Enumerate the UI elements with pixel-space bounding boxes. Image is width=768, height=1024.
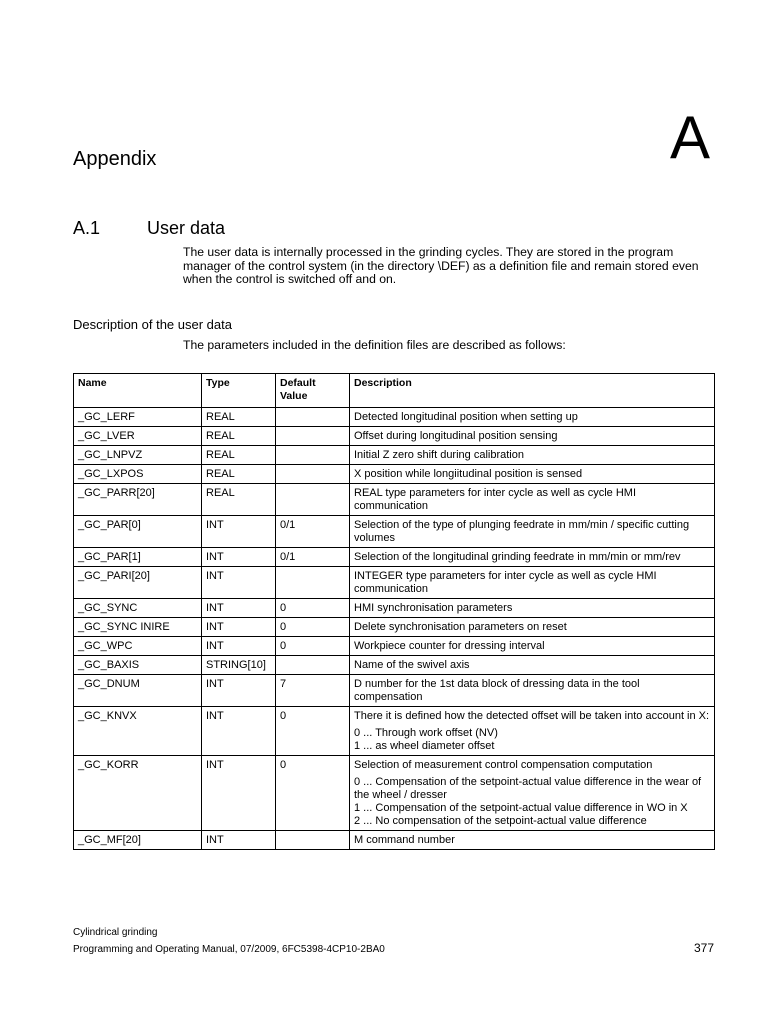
description-line: Selection of the longitudinal grinding feedrate in mm/min or mm/rev — [354, 551, 681, 563]
cell-default: 0 — [276, 637, 350, 656]
cell-default: 0/1 — [276, 516, 350, 548]
cell-description — [350, 548, 715, 567]
cell-type: INT — [202, 675, 276, 707]
table-row — [74, 831, 715, 850]
cell-type: INT — [202, 599, 276, 618]
cell-type: INT — [202, 548, 276, 567]
description-line: 1 ... as wheel diameter offset — [354, 740, 495, 752]
cell-name: _GC_DNUM — [74, 675, 202, 707]
table-row — [74, 408, 715, 427]
description-line: Selection of the type of plunging feedrate in mm/min / specific cutting volumes — [354, 519, 690, 544]
cell-type: REAL — [202, 427, 276, 446]
cell-type: INT — [202, 707, 276, 756]
table-row — [74, 756, 715, 831]
chapter-title: Appendix — [73, 148, 157, 170]
cell-type: REAL — [202, 465, 276, 484]
cell-description — [350, 516, 715, 548]
cell-default — [276, 465, 350, 484]
page-number: 377 — [693, 941, 714, 955]
table-row — [74, 548, 715, 567]
table-row — [74, 707, 715, 756]
cell-name: _GC_SYNC — [74, 599, 202, 618]
cell-description — [350, 446, 715, 465]
cell-name: _GC_LNPVZ — [74, 446, 202, 465]
table-row — [74, 599, 715, 618]
description-line: Offset during longitudinal position sensing — [354, 430, 558, 442]
description-line: There it is defined how the detected offset will be taken into account in X: — [354, 710, 710, 722]
cell-name: _GC_WPC — [74, 637, 202, 656]
chapter-letter: A — [669, 104, 710, 171]
cell-default — [276, 656, 350, 675]
cell-default: 0 — [276, 618, 350, 637]
section-title: User data — [147, 218, 226, 238]
cell-default — [276, 408, 350, 427]
user-data-table — [73, 373, 715, 850]
cell-default — [276, 427, 350, 446]
description-line: REAL type parameters for inter cycle as well as cycle HMI communication — [354, 487, 637, 512]
cell-type: REAL — [202, 446, 276, 465]
cell-name: _GC_LVER — [74, 427, 202, 446]
cell-name: _GC_LXPOS — [74, 465, 202, 484]
cell-default — [276, 446, 350, 465]
cell-name: _GC_KORR — [74, 756, 202, 831]
cell-default: 0 — [276, 599, 350, 618]
header-default-line1: Default — [280, 377, 316, 389]
cell-name: _GC_BAXIS — [74, 656, 202, 675]
cell-default — [276, 831, 350, 850]
cell-type: INT — [202, 567, 276, 599]
section-number: A.1 — [73, 218, 101, 238]
cell-type: REAL — [202, 484, 276, 516]
cell-type: INT — [202, 637, 276, 656]
description-line: 0 ... Through work offset (NV) — [354, 727, 498, 739]
cell-description — [350, 756, 715, 831]
description-line: Detected longitudinal position when setting up — [354, 411, 578, 423]
cell-type: INT — [202, 831, 276, 850]
header-description: Description — [350, 374, 715, 408]
cell-type: INT — [202, 618, 276, 637]
cell-description — [350, 656, 715, 675]
cell-description — [350, 675, 715, 707]
table-row — [74, 465, 715, 484]
table-row — [74, 516, 715, 548]
table-row — [74, 427, 715, 446]
table-row — [74, 637, 715, 656]
cell-name: _GC_PARR[20] — [74, 484, 202, 516]
description-line: 0 ... Compensation of the setpoint-actual value difference in the wear of the wheel / dresser — [354, 776, 702, 801]
description-line: Name of the swivel axis — [354, 659, 470, 671]
header-name: Name — [74, 374, 202, 408]
cell-name: _GC_SYNC INIRE — [74, 618, 202, 637]
description-line: INTEGER type parameters for inter cycle as well as cycle HMI communication — [354, 570, 657, 595]
table-row — [74, 656, 715, 675]
footer-manual-info: Programming and Operating Manual, 07/2009, 6FC5398-4CP10-2BA0 — [73, 944, 385, 955]
description-line: Workpiece counter for dressing interval — [354, 640, 545, 652]
cell-description — [350, 408, 715, 427]
table-header-row — [74, 374, 715, 408]
cell-description — [350, 427, 715, 446]
cell-type: INT — [202, 756, 276, 831]
cell-default: 0 — [276, 756, 350, 831]
table-row — [74, 446, 715, 465]
cell-description — [350, 831, 715, 850]
cell-name: _GC_PAR[1] — [74, 548, 202, 567]
cell-type: REAL — [202, 408, 276, 427]
cell-default: 7 — [276, 675, 350, 707]
table-row — [74, 484, 715, 516]
cell-type: STRING[10] — [202, 656, 276, 675]
description-line: X position while longiitudinal position is sensed — [354, 468, 583, 480]
table-row — [74, 675, 715, 707]
cell-default: 0 — [276, 707, 350, 756]
cell-name: _GC_KNVX — [74, 707, 202, 756]
cell-default — [276, 567, 350, 599]
cell-description — [350, 567, 715, 599]
description-line: Selection of measurement control compensation computation — [354, 759, 653, 771]
description-line: 2 ... No compensation of the setpoint-actual value difference — [354, 815, 647, 827]
cell-name: _GC_LERF — [74, 408, 202, 427]
description-line: Delete synchronisation parameters on reset — [354, 621, 567, 633]
header-default-value — [276, 374, 350, 408]
table-row — [74, 618, 715, 637]
description-line: D number for the 1st data block of dressing data in the tool compensation — [354, 678, 640, 703]
cell-description — [350, 599, 715, 618]
cell-type: INT — [202, 516, 276, 548]
description-line: Initial Z zero shift during calibration — [354, 449, 524, 461]
cell-description — [350, 707, 715, 756]
description-line: HMI synchronisation parameters — [354, 602, 513, 614]
footer-title: Cylindrical grinding — [73, 927, 158, 938]
cell-description — [350, 465, 715, 484]
description-line: M command number — [354, 834, 455, 846]
header-default-line2: Value — [280, 390, 308, 402]
cell-default — [276, 484, 350, 516]
subsection-title: Description of the user data — [73, 317, 232, 332]
description-line: 1 ... Compensation of the setpoint-actual value difference in WO in X — [354, 802, 688, 814]
cell-name: _GC_MF[20] — [74, 831, 202, 850]
section-intro: The user data is internally processed in the grinding cycles. They are stored in the program manager of the control system (in the directory \DEF) as a definition file and remain stored even when the control is switched off and on. — [183, 245, 699, 286]
cell-default: 0/1 — [276, 548, 350, 567]
table-intro: The parameters included in the definition files are described as follows: — [183, 338, 566, 352]
header-type: Type — [202, 374, 276, 408]
table-row — [74, 567, 715, 599]
cell-description — [350, 618, 715, 637]
cell-name: _GC_PAR[0] — [74, 516, 202, 548]
cell-description — [350, 484, 715, 516]
cell-description — [350, 637, 715, 656]
cell-name: _GC_PARI[20] — [74, 567, 202, 599]
